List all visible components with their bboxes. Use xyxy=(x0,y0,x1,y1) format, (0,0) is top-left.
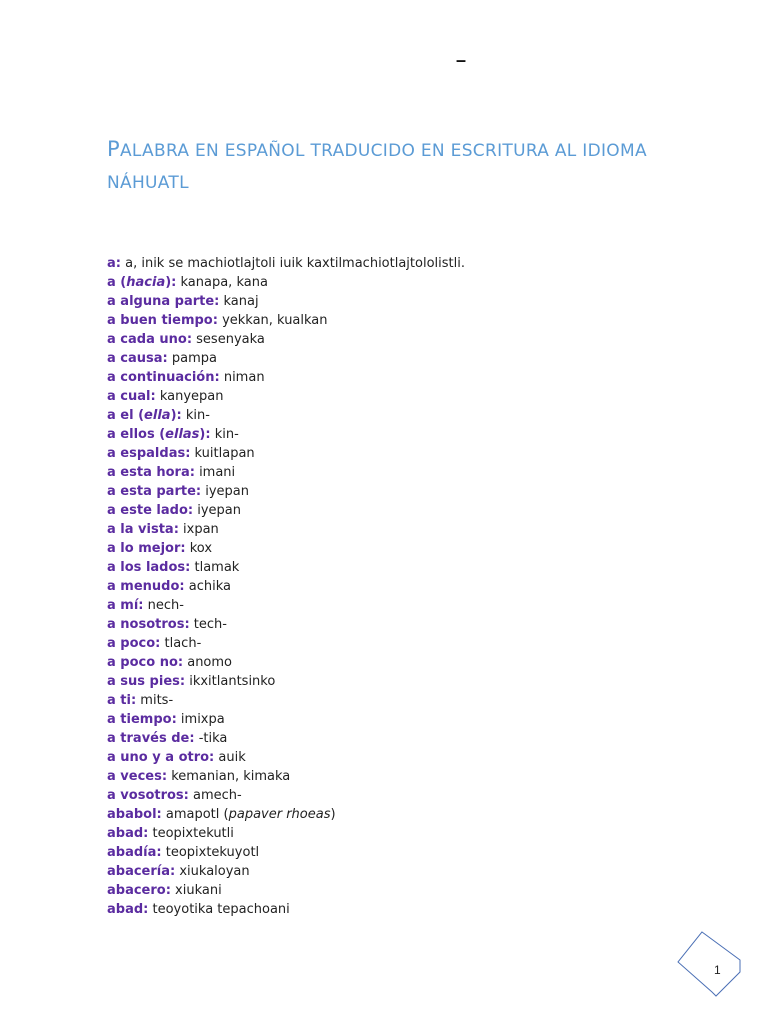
entry-term-part: ): xyxy=(165,275,177,290)
glossary-entry xyxy=(107,558,707,577)
entry-definition: a, inik se machiotlajtoli iuik kaxtilmachiotlajtololistli. xyxy=(120,256,465,271)
glossary-entry xyxy=(107,653,707,672)
entry-term xyxy=(107,408,182,423)
glossary-entry xyxy=(107,463,707,482)
glossary-entry xyxy=(107,406,707,425)
entry-definition: kin- xyxy=(210,427,239,442)
entry-term: a continuación: xyxy=(107,370,220,385)
entry-definition: teoyotika tepachoani xyxy=(148,902,290,917)
entry-term: a este lado: xyxy=(107,503,194,518)
entry-definition: kanaj xyxy=(219,294,259,309)
entry-term: a la vista: xyxy=(107,522,179,537)
entry-term-italic: hacia xyxy=(126,275,166,290)
entry-definition: kin- xyxy=(181,408,210,423)
glossary-entry xyxy=(107,254,707,273)
entry-term: a buen tiempo: xyxy=(107,313,218,328)
entry-definition: teopixtekuyotl xyxy=(161,845,260,860)
entry-definition: kanapa, kana xyxy=(176,275,268,290)
glossary-entry xyxy=(107,273,707,292)
entry-definition: tlach- xyxy=(160,636,202,651)
glossary-entry xyxy=(107,786,707,805)
glossary-entry xyxy=(107,425,707,444)
entry-term: a menudo: xyxy=(107,579,185,594)
entry-term: abadía: xyxy=(107,845,162,860)
glossary-entry xyxy=(107,501,707,520)
entry-definition: ikxitlantsinko xyxy=(185,674,276,689)
entry-definition: tlamak xyxy=(190,560,240,575)
entry-term: a poco no: xyxy=(107,655,184,670)
glossary-entry xyxy=(107,615,707,634)
glossary-entry xyxy=(107,577,707,596)
header-dash: – xyxy=(456,50,467,70)
entry-term: a cada uno: xyxy=(107,332,193,347)
entry-term-part: a ellos ( xyxy=(107,427,166,442)
glossary-entry xyxy=(107,349,707,368)
glossary-entry xyxy=(107,767,707,786)
entry-definition: sesenyaka xyxy=(192,332,265,347)
entry-definition: niman xyxy=(219,370,265,385)
entry-term: abacero: xyxy=(107,883,171,898)
glossary-entry xyxy=(107,691,707,710)
entry-definition-italic: papaver rhoeas xyxy=(228,807,331,822)
page-title xyxy=(107,133,667,199)
entry-term: a los lados: xyxy=(107,560,191,575)
entry-definition: imani xyxy=(194,465,236,480)
entry-definition: xiukani xyxy=(170,883,222,898)
glossary-entry xyxy=(107,596,707,615)
entry-definition: yekkan, kualkan xyxy=(217,313,328,328)
entry-term: a nosotros: xyxy=(107,617,190,632)
entry-term-part: a el ( xyxy=(107,408,145,423)
entry-term: abad: xyxy=(107,902,149,917)
glossary-entry xyxy=(107,900,707,919)
entry-term: a espaldas: xyxy=(107,446,191,461)
entry-term: a uno y a otro: xyxy=(107,750,215,765)
entry-definition: imixpa xyxy=(176,712,225,727)
glossary-entry xyxy=(107,881,707,900)
glossary-entry xyxy=(107,539,707,558)
entry-definition: tech- xyxy=(189,617,227,632)
glossary-entry xyxy=(107,482,707,501)
glossary-entry xyxy=(107,710,707,729)
glossary-entry xyxy=(107,292,707,311)
glossary-entry xyxy=(107,444,707,463)
entry-definition-part: ) xyxy=(330,807,336,822)
entry-term xyxy=(107,275,176,290)
entry-term-part: a ( xyxy=(107,275,127,290)
entry-term-italic: ella xyxy=(144,408,171,423)
page-number-badge-icon xyxy=(676,930,742,998)
entry-term: a causa: xyxy=(107,351,168,366)
entry-definition: nech- xyxy=(143,598,184,613)
glossary-entry xyxy=(107,729,707,748)
entry-definition-part: amapotl ( xyxy=(161,807,229,822)
entry-term: abad: xyxy=(107,826,149,841)
entry-term: a poco: xyxy=(107,636,161,651)
entry-definition: kanyepan xyxy=(155,389,224,404)
entry-term: a sus pies: xyxy=(107,674,186,689)
entry-definition: amech- xyxy=(188,788,242,803)
glossary-entry xyxy=(107,520,707,539)
entry-term-italic: ellas xyxy=(165,427,200,442)
entry-term: a alguna parte: xyxy=(107,294,220,309)
glossary-list xyxy=(107,254,707,919)
entry-definition: mits- xyxy=(136,693,174,708)
entry-definition: anomo xyxy=(183,655,233,670)
entry-definition: auik xyxy=(214,750,246,765)
entry-definition: kox xyxy=(185,541,213,556)
glossary-entry xyxy=(107,634,707,653)
entry-term: a vosotros: xyxy=(107,788,189,803)
entry-term: a: xyxy=(107,256,121,271)
entry-definition: iyepan xyxy=(201,484,249,499)
entry-term xyxy=(107,427,211,442)
glossary-entry xyxy=(107,805,707,824)
entry-term: abacería: xyxy=(107,864,176,879)
entry-term-part: ): xyxy=(199,427,211,442)
entry-definition xyxy=(162,807,336,822)
page-number: 1 xyxy=(714,963,721,977)
entry-term: a cual: xyxy=(107,389,156,404)
glossary-entry xyxy=(107,330,707,349)
entry-definition: pampa xyxy=(167,351,217,366)
glossary-entry xyxy=(107,824,707,843)
glossary-entry xyxy=(107,368,707,387)
entry-definition: kuitlapan xyxy=(190,446,255,461)
entry-term: a veces: xyxy=(107,769,168,784)
entry-term: a través de: xyxy=(107,731,195,746)
title-rest: ALABRA EN ESPAÑOL TRADUCIDO EN ESCRITURA AL IDIOMA NÁHUATL xyxy=(107,141,647,193)
glossary-entry xyxy=(107,843,707,862)
entry-term: a tiempo: xyxy=(107,712,177,727)
entry-term-part: ): xyxy=(170,408,182,423)
glossary-entry xyxy=(107,311,707,330)
entry-definition: ixpan xyxy=(178,522,219,537)
entry-definition: kemanian, kimaka xyxy=(167,769,291,784)
glossary-entry xyxy=(107,748,707,767)
entry-definition: iyepan xyxy=(193,503,241,518)
entry-term: a mí: xyxy=(107,598,144,613)
glossary-entry xyxy=(107,862,707,881)
entry-definition: achika xyxy=(184,579,231,594)
entry-definition: xiukaloyan xyxy=(175,864,250,879)
title-first-letter: P xyxy=(107,137,120,161)
glossary-entry xyxy=(107,387,707,406)
entry-term: a lo mejor: xyxy=(107,541,186,556)
entry-term: a ti: xyxy=(107,693,137,708)
entry-definition: teopixtekutli xyxy=(148,826,234,841)
entry-term: a esta parte: xyxy=(107,484,202,499)
glossary-entry xyxy=(107,672,707,691)
entry-term: ababol: xyxy=(107,807,162,822)
entry-term: a esta hora: xyxy=(107,465,195,480)
entry-definition: -tika xyxy=(194,731,228,746)
